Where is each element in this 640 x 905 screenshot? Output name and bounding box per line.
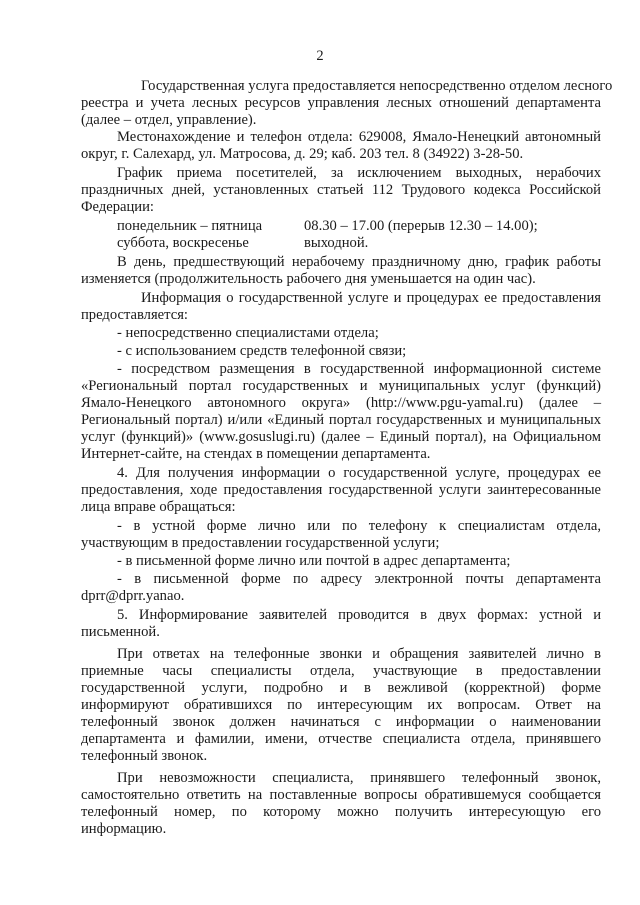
text-line: телефонный звонок. [81,748,208,764]
text-line: Интернет-сайте, на стендах в помещении департамента. [81,446,431,462]
text-line: департамента и фамилии, имени, отчестве специалиста отдела, принявшего [81,731,601,747]
text-line: Государственная услуга предоставляется непосредственно отделом лесного [141,78,613,94]
text-line: государственной услуги, подробно и в вежливой (корректной) форме [81,680,601,696]
schedule-hours: 08.30 – 17.00 (перерыв 12.30 – 14.00); [304,218,538,234]
text-line: реестра и учета лесных ресурсов управления лесных отношений департамента [81,95,601,111]
text-line: В день, предшествующий нерабочему праздничному дню, график работы [117,254,601,270]
page-number: 2 [316,48,324,64]
text-line: самостоятельно ответить на поставленные вопросы обратившемуся сообщается [81,787,601,803]
text-line: «Региональный портал государственных и муниципальных услуг (функций) [81,378,601,394]
list-item: - непосредственно специалистами отдела; [117,325,379,341]
text-line: телефонный номер, по которому можно получить интересующую его [81,804,601,820]
text-line: участвующим в предоставлении государственной услуги; [81,535,440,551]
text-line: праздничных дней, установленных статьей 112 Трудового кодекса Российской [81,182,601,198]
text-line: График приема посетителей, за исключением выходных, нерабочих [117,165,601,181]
list-item: - посредством размещения в государственной информационной системе [117,361,601,377]
text-line: 4. Для получения информации о государственной услуге, процедурах ее [117,465,601,481]
schedule-hours: выходной. [304,235,369,251]
text-line: услуг (функций)» (www.gosuslugi.ru) (далее – Единый портал), на Официальном [81,429,601,445]
schedule-days: суббота, воскресенье [117,235,249,251]
text-line: информируют обратившихся по интересующим их вопросам. Ответ на [81,697,601,713]
schedule-days: понедельник – пятница [117,218,263,234]
text-line: информацию. [81,821,167,837]
text-line: предоставляется: [81,307,188,323]
text-line: лица вправе обращаться: [81,499,236,515]
text-line: телефонный звонок должен начинаться с информации о наименовании [81,714,601,730]
text-line: Информация о государственной услуге и процедурах ее предоставления [141,290,601,306]
text-line: письменной. [81,624,160,640]
text-line: dprr@dprr.yanao. [81,588,185,604]
text-line: Местонахождение и телефон отдела: 629008, Ямало-Ненецкий автономный [117,129,601,145]
list-item: - в письменной форме лично или почтой в адрес департамента; [117,553,511,569]
text-line: предоставления, ходе предоставления государственной услуги заинтересованные [81,482,601,498]
text-line: приемные часы специалисты отдела, участвующие в предоставлении [81,663,601,679]
list-item: - в устной форме лично или по телефону к специалистам отдела, [117,518,601,534]
text-line: При невозможности специалиста, принявшего телефонный звонок, [117,770,601,786]
text-line: (далее – отдел, управление). [81,112,257,128]
text-line: округ, г. Салехард, ул. Матросова, д. 29; каб. 203 тел. 8 (34922) 3-28-50. [81,146,524,162]
text-line: Региональный портал) и/или «Единый портал государственных и муниципальных [81,412,601,428]
text-line: изменяется (продолжительность рабочего дня уменьшается на один час). [81,271,536,287]
text-line: 5. Информирование заявителей проводится в двух формах: устной и [117,607,601,623]
text-line: Ямало-Ненецкого автономного округа» (http://www.pgu-yamal.ru) (далее – [81,395,601,411]
list-item: - в письменной форме по адресу электронной почты департамента [117,571,601,587]
text-line: Федерации: [81,199,154,215]
text-line: При ответах на телефонные звонки и обращения заявителей лично в [117,646,601,662]
list-item: - с использованием средств телефонной связи; [117,343,407,359]
